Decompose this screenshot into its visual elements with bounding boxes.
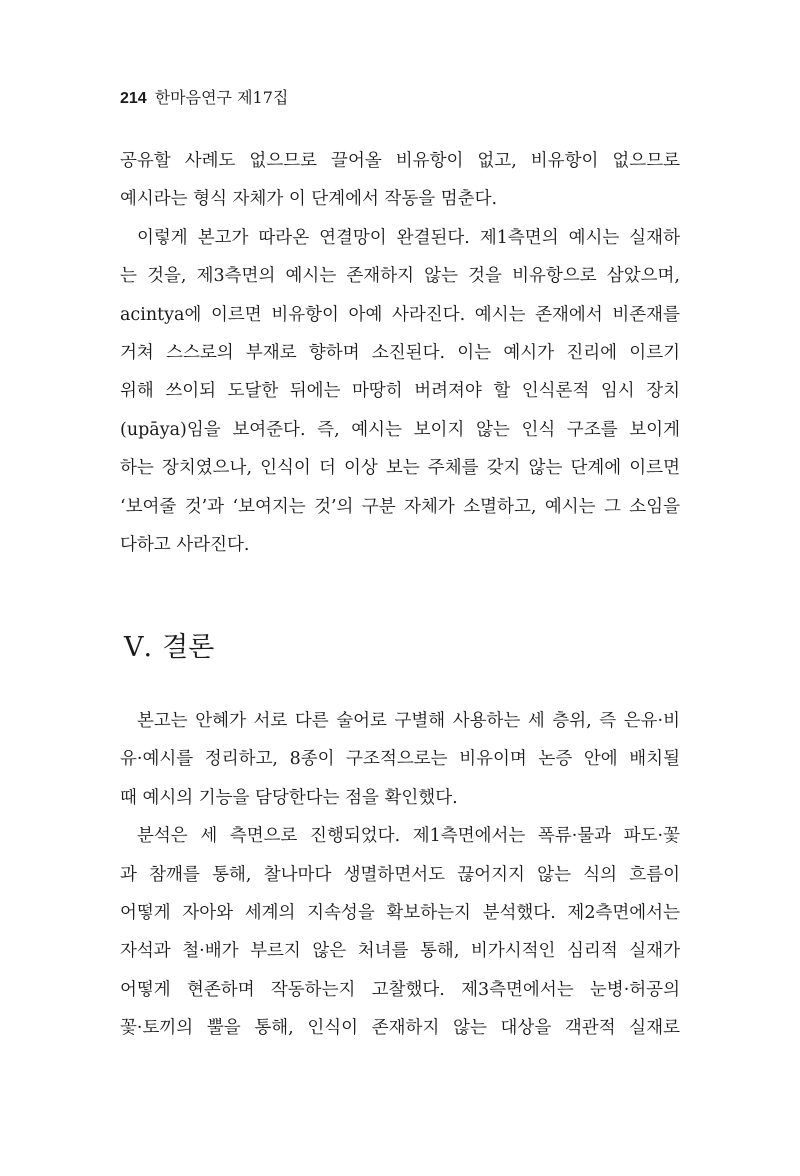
text-line: 위해 쓰이되 도달한 뒤에는 마땅히 버려져야 할 인식론적 임시 장치 — [120, 381, 680, 402]
paragraph-2 — [120, 219, 680, 565]
text-line: 유·예시를 정리하고, 8종이 구조적으로는 비유이며 논증 안에 배치될 — [120, 749, 680, 770]
text-line: 이렇게 본고가 따라온 연결망이 완결된다. 제1측면의 예시는 실재하 — [137, 227, 680, 248]
section-heading — [124, 628, 214, 668]
text-line: 거쳐 스스로의 부재로 향하며 소진된다. 이는 예시가 진리에 이르기 — [120, 343, 680, 364]
paragraph-3 — [120, 702, 680, 817]
text-line: 어떻게 자아와 세계의 지속성을 확보하는지 분석했다. 제2측면에서는 — [120, 903, 680, 924]
text-line: (upāya)임을 보여준다. 즉, 예시는 보이지 않는 인식 구조를 보이게 — [120, 419, 680, 440]
text-line: 다하고 사라진다. — [120, 535, 250, 556]
text-line: 과 참깨를 통해, 찰나마다 생멸하면서도 끊어지지 않는 식의 흐름이 — [120, 864, 680, 885]
paragraph-4 — [120, 817, 680, 1047]
section-title-text: 결론 — [162, 632, 215, 663]
text-line: 는 것을, 제3측면의 예시는 존재하지 않는 것을 비유항으로 삼았으며, — [120, 266, 680, 287]
body-text-bottom — [120, 702, 680, 1048]
text-line: 자석과 철·배가 부르지 않은 처녀를 통해, 비가시적인 심리적 실재가 — [120, 941, 680, 962]
text-line: ‘보여줄 것’과 ‘보여지는 것’의 구분 자체가 소멸하고, 예시는 그 소임을 — [120, 496, 680, 517]
text-line: 하는 장치였으나, 인식이 더 이상 보는 주체를 갖지 않는 단계에 이르면 — [120, 458, 680, 479]
text-line: 어떻게 현존하며 작동하는지 고찰했다. 제3측면에서는 눈병·허공의 — [120, 979, 680, 1000]
section-number: Ⅴ. — [124, 632, 153, 663]
page-number: 214 — [120, 90, 147, 107]
paragraph-1 — [120, 142, 680, 219]
text-line: 꽃·토끼의 뿔을 통해, 인식이 존재하지 않는 대상을 객관적 실재로 — [120, 1018, 680, 1039]
text-line: 예시라는 형식 자체가 이 단계에서 작동을 멈춘다. — [120, 189, 498, 210]
text-line: acintya에 이르면 비유항이 아예 사라진다. 예시는 존재에서 비존재를 — [120, 304, 680, 325]
text-line: 본고는 안혜가 서로 다른 술어로 구별해 사용하는 세 층위, 즉 은유·비 — [137, 711, 680, 731]
running-header — [120, 86, 288, 111]
text-line: 분석은 세 측면으로 진행되었다. 제1측면에서는 폭류·물과 파도·꽃 — [137, 826, 680, 847]
body-text-top — [120, 142, 680, 564]
text-line: 때 예시의 기능을 담당한다는 점을 확인했다. — [120, 787, 458, 808]
journal-title: 한마음연구 제17집 — [154, 88, 289, 107]
text-line: 공유할 사례도 없으므로 끌어올 비유항이 없고, 비유항이 없으므로 — [120, 151, 680, 171]
